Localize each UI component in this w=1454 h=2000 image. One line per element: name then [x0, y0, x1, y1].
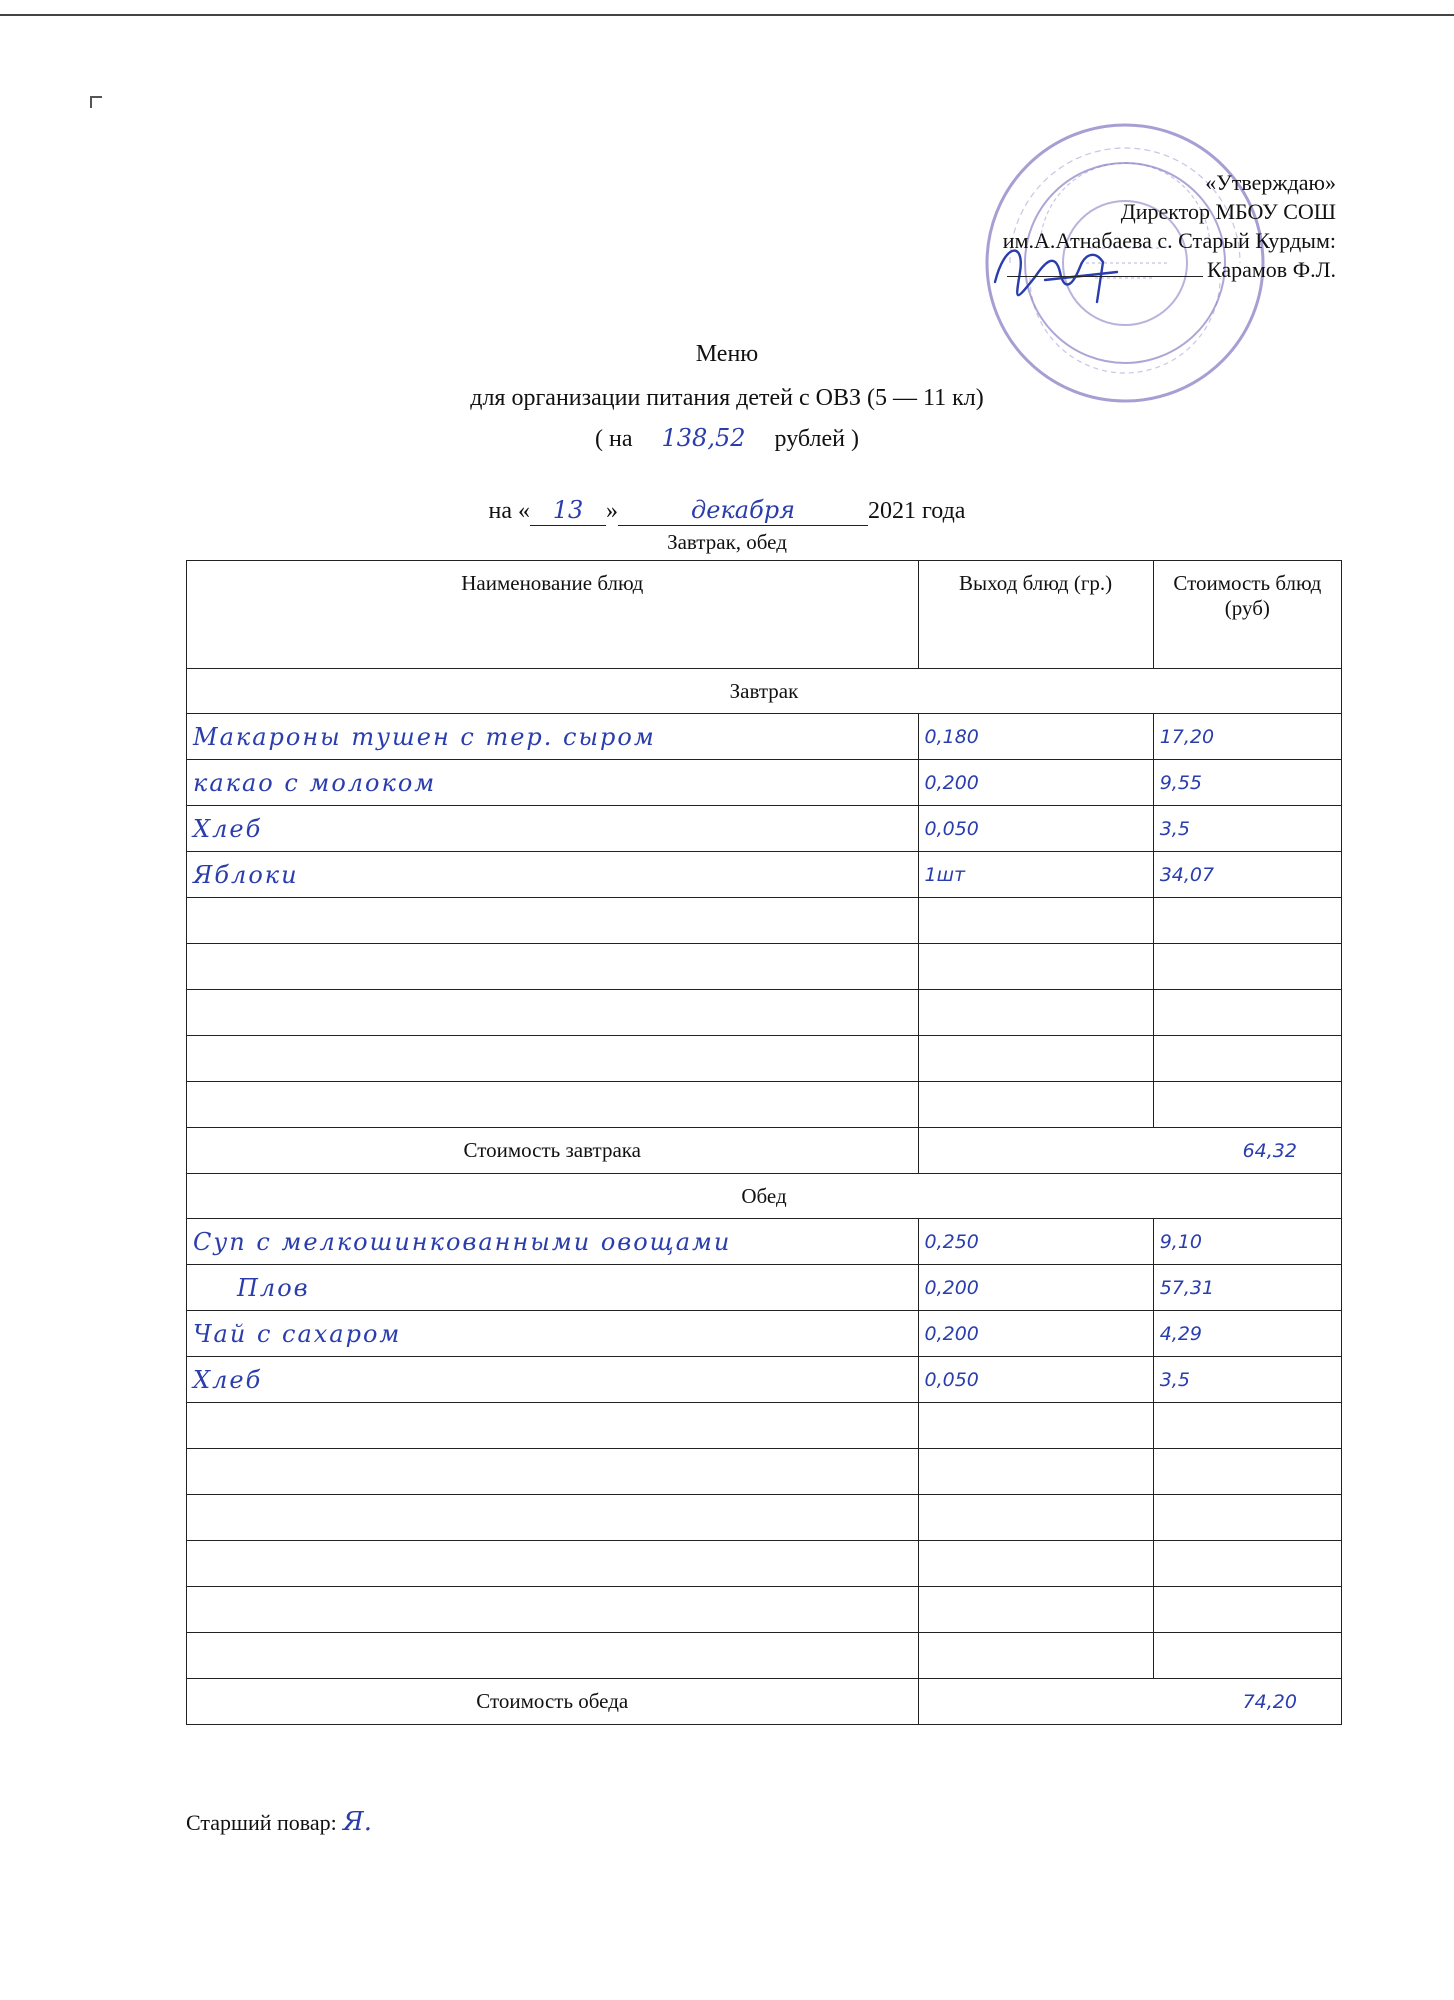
table-row: [187, 1219, 1342, 1265]
dish-weight: [918, 1633, 1153, 1679]
table-row: [187, 1633, 1342, 1679]
table-row: [187, 760, 1342, 806]
dish-weight: [918, 1541, 1153, 1587]
dish-name: [187, 1587, 919, 1633]
menu-amount-line: [0, 424, 1454, 454]
menu-date-line: [0, 496, 1454, 526]
dish-price: 4,29: [1153, 1311, 1341, 1357]
table-row: [187, 1357, 1342, 1403]
section-title-lunch: Обед: [187, 1174, 1342, 1219]
dish-name: [187, 1036, 919, 1082]
dish-name: Хлеб: [187, 806, 919, 852]
dish-name: [187, 1403, 919, 1449]
dish-weight: 0,250: [918, 1219, 1153, 1265]
dish-name: Плов: [187, 1265, 919, 1311]
dish-price: 3,5: [1153, 1357, 1341, 1403]
table-row: [187, 1265, 1342, 1311]
amount-value: 138,52: [661, 424, 746, 452]
dish-weight: [918, 1495, 1153, 1541]
signature-line: [1007, 258, 1203, 277]
lunch-total-row: [187, 1679, 1342, 1725]
dish-weight: [918, 1082, 1153, 1128]
dish-name: Макароны тушен с тер. сыром: [187, 714, 919, 760]
table-row: [187, 714, 1342, 760]
dish-weight: [918, 944, 1153, 990]
menu-title: Меню: [695, 341, 759, 367]
table-row: [187, 1587, 1342, 1633]
table-row: [187, 1311, 1342, 1357]
dish-weight: 1шт: [918, 852, 1153, 898]
dish-name: Суп с мелкошинкованными овощами: [187, 1219, 919, 1265]
dish-price: [1153, 1541, 1341, 1587]
dish-name: [187, 1449, 919, 1495]
date-month: декабря: [618, 496, 868, 526]
date-year: 2021 года: [868, 498, 966, 524]
cook-signature-line: [186, 1807, 372, 1837]
dish-name: [187, 1633, 919, 1679]
approval-block: [1003, 168, 1336, 284]
table-row: [187, 1495, 1342, 1541]
dish-weight: [918, 898, 1153, 944]
dish-weight: 0,200: [918, 1311, 1153, 1357]
dish-price: [1153, 1449, 1341, 1495]
table-row: [187, 1541, 1342, 1587]
approval-school: им.А.Атнабаева с. Старый Курдым:: [1002, 228, 1336, 253]
dish-price: 17,20: [1153, 714, 1341, 760]
dish-name: [187, 944, 919, 990]
date-mid: »: [606, 498, 619, 524]
lunch-total-label: Стоимость обеда: [187, 1679, 919, 1725]
dish-weight: [918, 1403, 1153, 1449]
cook-signature: Я.: [342, 1807, 373, 1837]
dish-price: [1153, 1036, 1341, 1082]
dish-weight: [918, 1449, 1153, 1495]
breakfast-total-label: Стоимость завтрака: [187, 1128, 919, 1174]
dish-name: [187, 1082, 919, 1128]
cook-label: Старший повар:: [186, 1810, 337, 1835]
dish-name: Чай с сахаром: [187, 1311, 919, 1357]
dish-name: [187, 990, 919, 1036]
scan-edge-line: [0, 14, 1454, 16]
meal-caption: Завтрак, обед: [667, 530, 787, 554]
amount-prefix: ( на: [595, 426, 633, 452]
dish-name: [187, 898, 919, 944]
approval-signatory: [1003, 255, 1336, 284]
dish-name: Яблоки: [187, 852, 919, 898]
dish-name: Хлеб: [187, 1357, 919, 1403]
dish-price: [1153, 898, 1341, 944]
breakfast-total-row: [187, 1128, 1342, 1174]
amount-suffix: рублей ): [774, 426, 859, 452]
dish-weight: [918, 1036, 1153, 1082]
breakfast-total-value: 64,32: [918, 1128, 1342, 1174]
dish-name: [187, 1541, 919, 1587]
approval-name: Карамов Ф.Л.: [1206, 257, 1336, 282]
date-day: 13: [530, 496, 606, 526]
section-row-breakfast: [187, 669, 1342, 714]
section-row-lunch: [187, 1174, 1342, 1219]
dish-weight: 0,180: [918, 714, 1153, 760]
table-row: [187, 944, 1342, 990]
lunch-total-value: 74,20: [918, 1679, 1342, 1725]
table-row: [187, 806, 1342, 852]
dish-name: какао с молоком: [187, 760, 919, 806]
dish-weight: 0,050: [918, 806, 1153, 852]
table-row: [187, 1082, 1342, 1128]
dish-name: [187, 1495, 919, 1541]
column-header-weight: Выход блюд (гр.): [918, 561, 1153, 669]
dish-price: 57,31: [1153, 1265, 1341, 1311]
table-row: [187, 1449, 1342, 1495]
dish-price: 9,55: [1153, 760, 1341, 806]
approval-heading: «Утверждаю»: [1205, 170, 1336, 195]
section-title-breakfast: Завтрак: [187, 669, 1342, 714]
dish-price: [1153, 1633, 1341, 1679]
table-row: [187, 852, 1342, 898]
dish-weight: 0,200: [918, 760, 1153, 806]
dish-price: 3,5: [1153, 806, 1341, 852]
menu-table-body: [187, 669, 1342, 1725]
approval-position: Директор МБОУ СОШ: [1120, 199, 1336, 224]
dish-price: [1153, 990, 1341, 1036]
dish-price: [1153, 1082, 1341, 1128]
table-header-row: [187, 561, 1342, 669]
column-header-dish: Наименование блюд: [187, 561, 919, 669]
table-row: [187, 990, 1342, 1036]
table-row: [187, 898, 1342, 944]
menu-subtitle: для организации питания детей с ОВЗ (5 — 11 кл): [470, 385, 984, 411]
dish-price: [1153, 1587, 1341, 1633]
table-row: [187, 1036, 1342, 1082]
corner-mark: [90, 96, 102, 108]
menu-table: [186, 560, 1342, 1725]
table-row: [187, 1403, 1342, 1449]
dish-weight: [918, 1587, 1153, 1633]
dish-price: [1153, 944, 1341, 990]
dish-price: [1153, 1495, 1341, 1541]
date-prefix: на «: [488, 498, 531, 524]
dish-price: 9,10: [1153, 1219, 1341, 1265]
dish-weight: [918, 990, 1153, 1036]
column-header-price: Стоимость блюд (руб): [1153, 561, 1341, 669]
dish-price: [1153, 1403, 1341, 1449]
dish-weight: 0,050: [918, 1357, 1153, 1403]
dish-price: 34,07: [1153, 852, 1341, 898]
dish-weight: 0,200: [918, 1265, 1153, 1311]
